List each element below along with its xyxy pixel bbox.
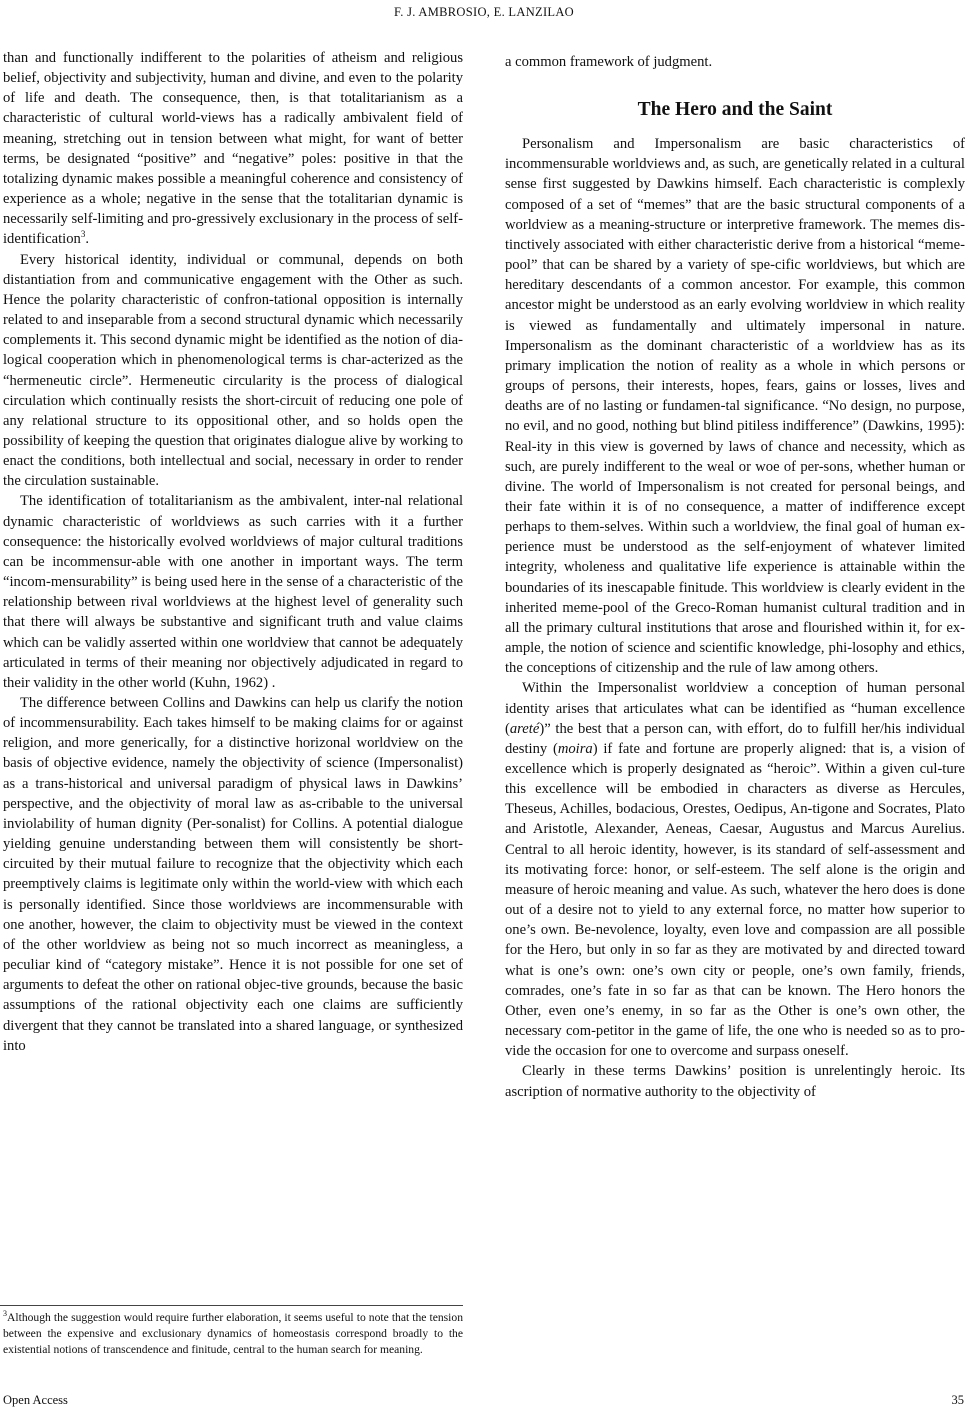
paragraph: Personalism and Impersonalism are basic characteristics of incommensurable worldviews and, as such, are genetically related in a cultural sense first suggested by Dawkins himself. Each characteristic is complexly composed of a set of “memes” that are the basic structural components of a worldview as a meaning-structure or interpretive framework. The memes dis-tinctively associated with either characteristic derive from a historical “meme-pool” that can be shared by a variety of spe-cific worldviews, but which are hereditary descendants of a common ancestor. For example, this common ancestor might be understood as an early evolving worldview in which reality is viewed as fundamentally and ultimately impersonal in nature. Impersonalism as the dominant characteristic of a worldview has as its primary implication the notion of reality as a whole in which persons or groups of persons, their interests, hopes, fears, gains or losses, lives and deaths are of no lasting or fundamen-tal significance. “No design, no purpose, no evil, and no good, nothing but blind pitiless indifference” (Dawkins, 1995): Real-ity in this view is governed by laws of chance and necessity, which as such, are purely indifferent to the weal or woe of per-sons, whether human or divine. The world of Impersonalism is not created for personal beings, and their fate within it is of no consequence, a matter of indifference except perhaps to them-selves. Within such a worldview, the final goal of human ex-perience must be understood as the self-enjoyment of whatever limited integrity, wholeness and qualitative life experience is attainable within the boundaries of its inescapable finitude. This worldview is clearly evident in the inherited meme-pool of the Greco-Roman humanist cultural tradition and in all the primary cultural institutions that arose and flourished within it, for ex-ample, the notion of science and scientific knowledge, phi-losophy and ethics, the conceptions of citizenship and the rule of law among others. <box>505 136 965 677</box>
running-head: F. J. AMBROSIO, E. LANZILAO <box>393 5 575 19</box>
paragraph: a common framework of judgment. <box>505 54 713 70</box>
paragraph: than and functionally indifferent to the polarities of atheism and religious belief, objectivity and subjectivity, human and divine, and even to the polarity of life and death. The consequence, then, is that totalitarianism as a characteristic of cultural world-views has a radically ambivalent field of meaning, stretching out in tension between what might, for want of better terms, be designated “positive” and “negative” poles: positive in that the totalizing dynamic makes possible a meaningful coherence and consistency of experience as a whole; negative in the sense that the totalitarian dynamic is necessarily self-limiting and pro-gressively exclusionary in the process of self-identification$^3$. <box>3 50 463 248</box>
footnote-text: Although the suggestion would require further elaboration, it seems useful to note that the tension between the expensive and exclusionary dynamics of homeostasis correspond broadly to the existential notions of transcendence and finitude, central to the human search for meaning. <box>3 1311 463 1356</box>
section-title: The Hero and the Saint <box>637 99 833 121</box>
paragraph-text: Within the Impersonalist worldview a conception of human personal identity arises that articulates what can be identified as “human excellence ( <box>505 680 965 737</box>
footnote-marker: 3 <box>3 1309 7 1319</box>
footer-open-access: Open Access <box>3 1393 68 1407</box>
paragraph-text: than and functionally indifferent to the polarities of atheism and religious belief, objectivity and subjectivity, human and divine, and even to the polarity of life and death. The consequence, then, is that totalitarianism as a characteristic of cultural world-views has a radically ambivalent field of meaning, stretching out in tension between what might, for want of better terms, be designated “positive” and “negative” poles: positive in that the totalizing dynamic makes possible a meaningful coherence and consistency of experience as a whole; negative in the sense that the totalitarian dynamic is necessarily self-limiting and pro-gressively exclusionary in the process of self-identification <box>3 50 463 248</box>
paragraph: Every historical identity, individual or communal, depends on both distantiation from and communicative engagement with the Other as such. Hence the polarity characteristic of confron-tational opposition is internally related to and inseparable from a second structural dynamic which necessarily complements it. This second dynamic might be identified as the notion of dia-logical cooperation which in phenomenological terms is char-acterized as the “hermeneutic circle”. Hermeneutic circularity is the process of dialogical circulation which continually resists the short-circuit of reducing one pole of any relational structure to its oppositional other, and so holds open the possibility of keeping the question that originates dialogue alive by working to enact the conditions, both intellectual and social, necessary in order to render the circulation sustainable. <box>3 251 463 490</box>
right-column <box>505 52 965 1102</box>
paragraph <box>505 678 965 1061</box>
left-column <box>3 48 463 1056</box>
paragraph-text: )” the best that a person can, with effort, do to fulfill her/his individual destiny ( <box>505 720 965 757</box>
italic-term-arete: areté <box>509 720 540 737</box>
paragraph: The difference between Collins and Dawkins can help us clarify the notion of incommensurability. Each takes himself to be making claims for or against religion, and more generically, for a distinctive horizonal worldview on the basis of objective evidence, namely the objectivity of science (Impersonalist) as a trans-historical and universal paradigm of physical laws in Dawkins’ perspective, and the objectivity of moral law as as-cribable to the universal inviolability of human dignity (Per-sonalist) for Collins. A potential dialogue yielding genuine understanding between them will consistently be short-circuited by their mutual failure to recognize that the objectivity which each preemptively claims is legitimate only within the world-view with which each is personally identified. Since those worldviews are incommensurable with one another, however, the claim to objectivity must be viewed in the context of the other worldview as being not so much incorrect as meaningless, a peculiar kind of “category mistake”. Hence it is not possible for one set of arguments to defeat the other on rational objec-tive grounds, because the basic assumptions of the rational objectivity each one claims are sufficiently divergent that they cannot be translated into a shared language, or synthesized into <box>3 695 463 1054</box>
footnote-divider <box>0 1305 463 1306</box>
paragraph-text: ) if fate and fortune are properly aligned: that is, a vision of excellence which is properly designated as “heroic”. Within a given cul-ture this excellence will be embodied in characters as diverse as Hercules, Theseus, Achilles, bodacious, Orestes, Oedipus, An-tigone and Socrates, Plato and Aristotle, Alexander, Aeneas, Caesar, Augustus and Marcus Aurelius. Central to all heroic identity, however, is its standard of self-assessment and its motivating force: honor, or self-esteem. The self alone is the origin and measure of heroic meaning and value. As such, whatever the hero does is done out of a desire not to yield to any external force, no matter how superior to one’s own. Be-nevolence, loyalty, even love and compassion are all possible for the Hero, but only in so far as they are motivated by and directed toward what is one’s own: one’s own city or people, one’s own family, friends, comrades, one’s fate in so far as that can be known. The Hero honors the Other, even one’s enemy, in so far as the Other is one’s own other, the necessary com-petitor in the game of life, the one who is needed so as to pro-vide the occasion for one to overcome and surpass oneself. <box>505 740 966 1060</box>
page-number: 35 <box>951 1393 964 1407</box>
italic-term-moira: moira <box>557 740 593 757</box>
footnote <box>3 1310 463 1358</box>
paragraph: The identification of totalitarianism as the ambivalent, inter-nal relational dynamic characteristic of worldviews as such carries with it a further consequence: the historically evolved worldviews of major cultural traditions can be incommensur-able with one another in important ways. The term “incom-mensurability” is being used here in the sense of a characteristic of the relationship between rival worldviews at the highest level of generality such that there will always be substantive and significant truth and value claims which can be validly asserted within one worldview that cannot be adequately articulated in terms of their meaning nor objectively adjudicated in regard to their validity in the other world (Kuhn, 1962) . <box>3 493 463 691</box>
paragraph: Clearly in these terms Dawkins’ position is unrelentingly heroic. Its ascription of normative authority to the objectivity of <box>505 1063 965 1100</box>
footnote-reference[interactable]: 3 <box>80 229 86 240</box>
